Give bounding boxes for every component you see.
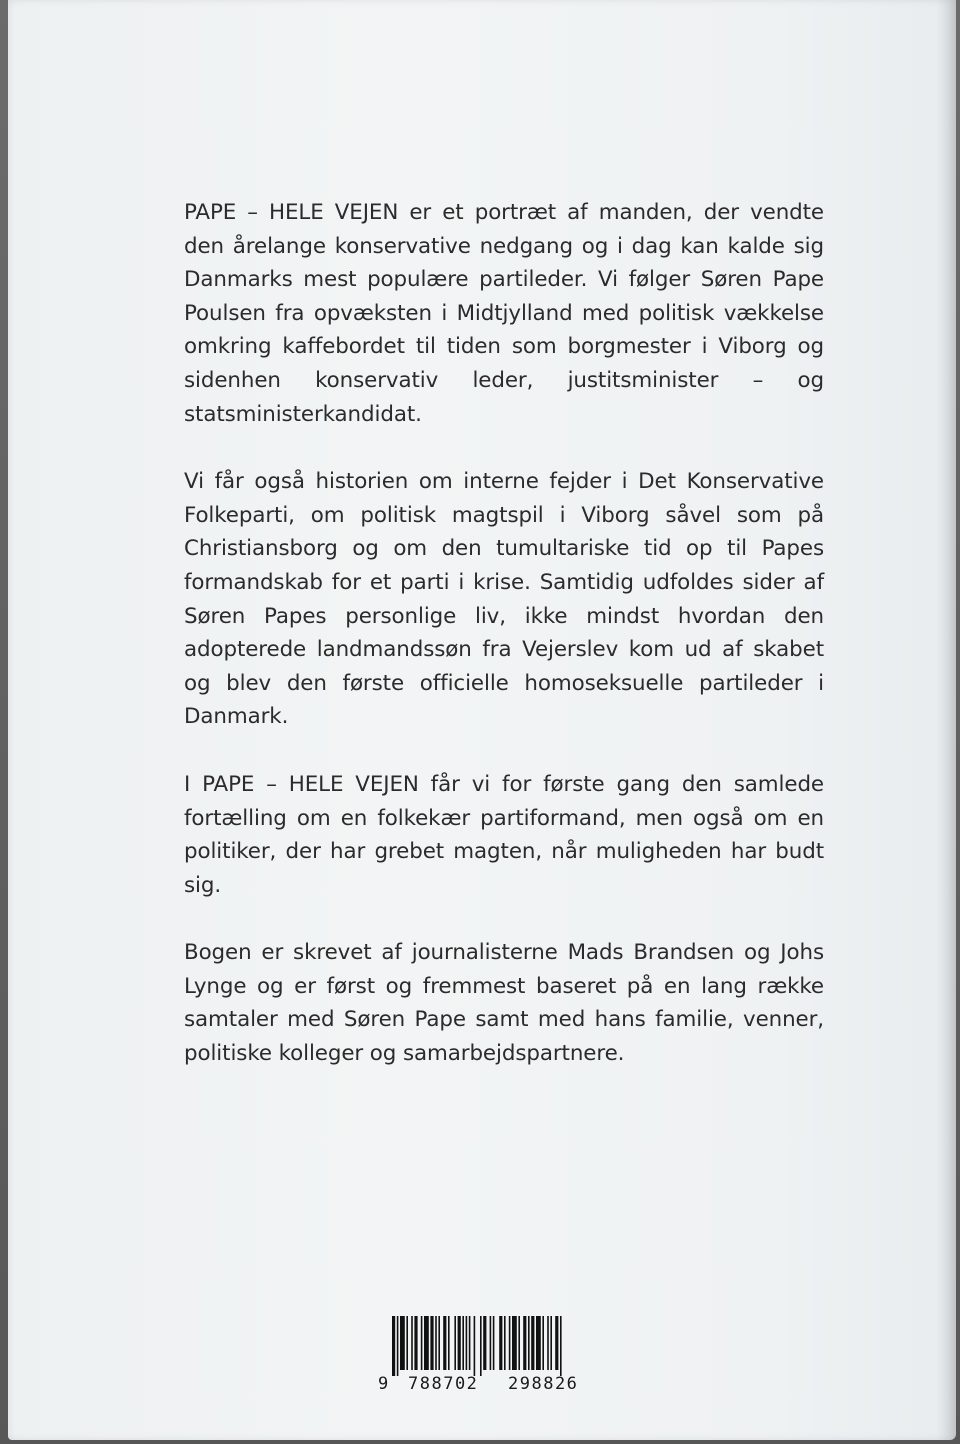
barcode-left-digits: 788702 [408,1374,479,1394]
isbn-barcode [378,1316,614,1400]
barcode-bar [414,1316,417,1370]
barcode-bar [435,1316,437,1370]
barcode-bar [555,1316,558,1370]
barcode-bar [424,1316,429,1370]
barcode-bar [523,1316,526,1370]
barcode-bar [542,1316,544,1370]
barcode-bar [443,1316,446,1370]
barcode-bar [448,1316,450,1370]
barcode-lead-digit: 9 [378,1374,390,1394]
barcode-bar [458,1316,461,1370]
cover-edge-shadow [936,0,956,1440]
barcode-bar [406,1316,408,1370]
barcode-bar [547,1316,549,1370]
barcode-bar [504,1316,506,1370]
back-cover-blurb [184,196,824,1105]
book-back-cover [8,0,956,1440]
barcode-bar [490,1316,492,1370]
blurb-paragraph-4: Bogen er skrevet af journalisterne Mads Brandsen og Johs Lynge og er først og fremmest baseret på en lang række samtaler med Søren Pape samt med hans familie, venner, politiske kolleger og samarbejdspartnere. [184,940,824,1067]
barcode-bar [499,1316,502,1370]
barcode-bar [518,1316,520,1370]
barcode-bar [531,1316,534,1370]
barcode-bar [536,1316,541,1370]
barcode-bar [550,1316,552,1370]
barcode-bar [466,1316,468,1370]
barcode-bar [469,1316,471,1370]
barcode-bar [483,1316,486,1370]
barcode-bar [528,1316,530,1370]
barcode-bar [411,1316,413,1370]
barcode-bar [560,1316,562,1376]
barcode-bar [397,1316,399,1376]
barcode-bar [462,1316,464,1370]
barcode-bar [509,1316,511,1370]
barcode-bar [493,1316,495,1370]
barcode-right-digits: 298826 [508,1374,579,1394]
barcode-bar [392,1316,395,1376]
blurb-paragraph-1: PAPE – HELE VEJEN er et portræt af manden, der vendte den årelange konservative nedgang og i dag kan kalde sig Danmarks mest populære partileder. Vi følger Søren Pape Poulsen fra opvæksten i Midtjylland med politisk vækkelse omkring kaffebordet til tiden som borgmester i Viborg og sidenhen konservativ leder, justitsminister – og statsministerkandidat. [184,200,824,427]
barcode-bars [378,1316,614,1376]
blurb-paragraph-2: Vi får også historien om interne fejder i Det Konservative Folkeparti, om politisk magtspil i Viborg såvel som på Christiansborg og om den tumultariske tid op til Papes formandskab for et parti i krise. Samtidig udfoldes sider af Søren Papes personlige liv, ikke mindst hvordan den adopterede landmandssøn fra Vejerslev kom ud af skabet og blev den første officielle homoseksuelle partileder i Danmark. [184,469,824,730]
blurb-paragraph-3: I PAPE – HELE VEJEN får vi for første gang den samlede fortælling om en folkekær partiformand, men også om en politiker, der har grebet magten, når muligheden har budt sig. [184,771,824,898]
barcode-bar [474,1316,476,1376]
barcode-bar [454,1316,456,1370]
barcode-bar [512,1316,517,1370]
barcode-bar [438,1316,440,1370]
barcode-bar [400,1316,405,1370]
barcode-bar [421,1316,423,1370]
barcode-bar [480,1316,482,1376]
barcode-bar [430,1316,433,1370]
